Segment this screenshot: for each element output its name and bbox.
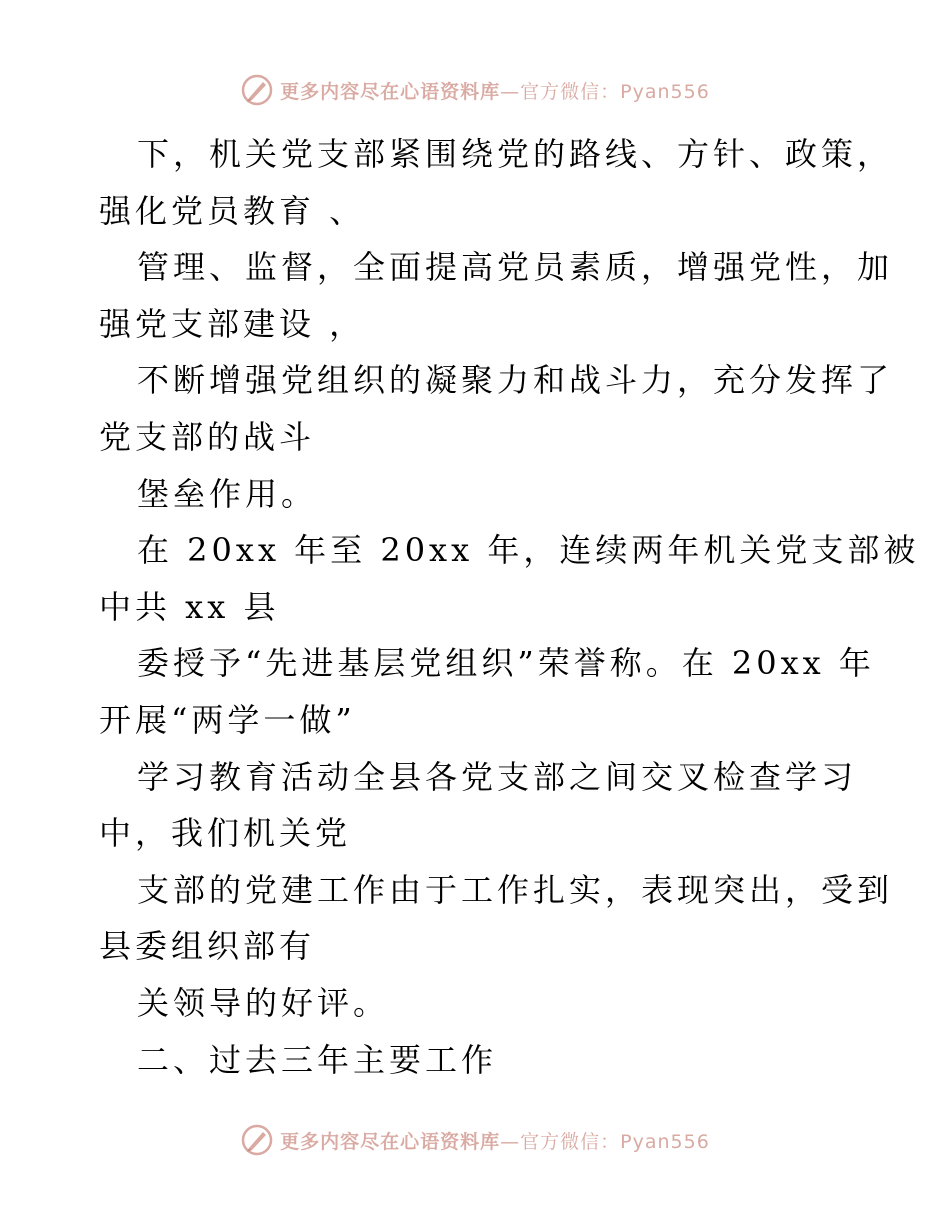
text-line: 学习教育活动全县各党支部之间交叉检查学习 bbox=[137, 757, 858, 796]
pen-logo-icon bbox=[240, 73, 274, 107]
watermark-text bbox=[280, 77, 710, 104]
watermark-separator: — bbox=[500, 80, 521, 103]
text-line: 二、过去三年主要工作 bbox=[137, 1040, 498, 1079]
text-line: 委授予“先进基层党组织”荣誉称。在 20xx 年 bbox=[137, 644, 875, 683]
watermark-sub-text: 官方微信：Pyan556 bbox=[520, 1130, 710, 1153]
text-line: 管理、监督，全面提高党员素质，增强党性，加 bbox=[137, 248, 894, 287]
text-line: 关领导的好评。 bbox=[137, 983, 390, 1022]
header-watermark bbox=[0, 70, 950, 110]
text-line: 不断增强党组织的凝聚力和战斗力，充分发挥了 bbox=[137, 361, 894, 400]
text-line: 中共 xx 县 bbox=[99, 587, 280, 626]
document-body bbox=[99, 126, 920, 1088]
text-line: 支部的党建工作由于工作扎实，表现突出，受到 bbox=[137, 870, 894, 909]
text-line: 下，机关党支部紧围绕党的路线、方针、政策， bbox=[137, 135, 894, 173]
watermark-separator: — bbox=[500, 1130, 521, 1153]
text-line: 县委组织部有 bbox=[99, 927, 316, 966]
text-line: 党支部的战斗 bbox=[99, 417, 316, 456]
footer-watermark bbox=[0, 1120, 950, 1160]
text-line: 强党支部建设 ， bbox=[99, 304, 366, 343]
text-line: 开展“两学一做” bbox=[99, 700, 356, 739]
text-line: 中，我们机关党 bbox=[99, 814, 352, 853]
watermark-sub-text: 官方微信：Pyan556 bbox=[520, 80, 710, 103]
watermark-text bbox=[280, 1127, 710, 1154]
watermark-main-text: 更多内容尽在心语资料库 bbox=[280, 80, 501, 103]
pen-logo-icon bbox=[240, 1123, 274, 1157]
text-line: 强化党员教育 、 bbox=[99, 191, 366, 230]
text-line: 堡垒作用。 bbox=[137, 474, 318, 513]
watermark-main-text: 更多内容尽在心语资料库 bbox=[280, 1130, 501, 1153]
text-line: 在 20xx 年至 20xx 年，连续两年机关党支部被 bbox=[137, 531, 920, 570]
